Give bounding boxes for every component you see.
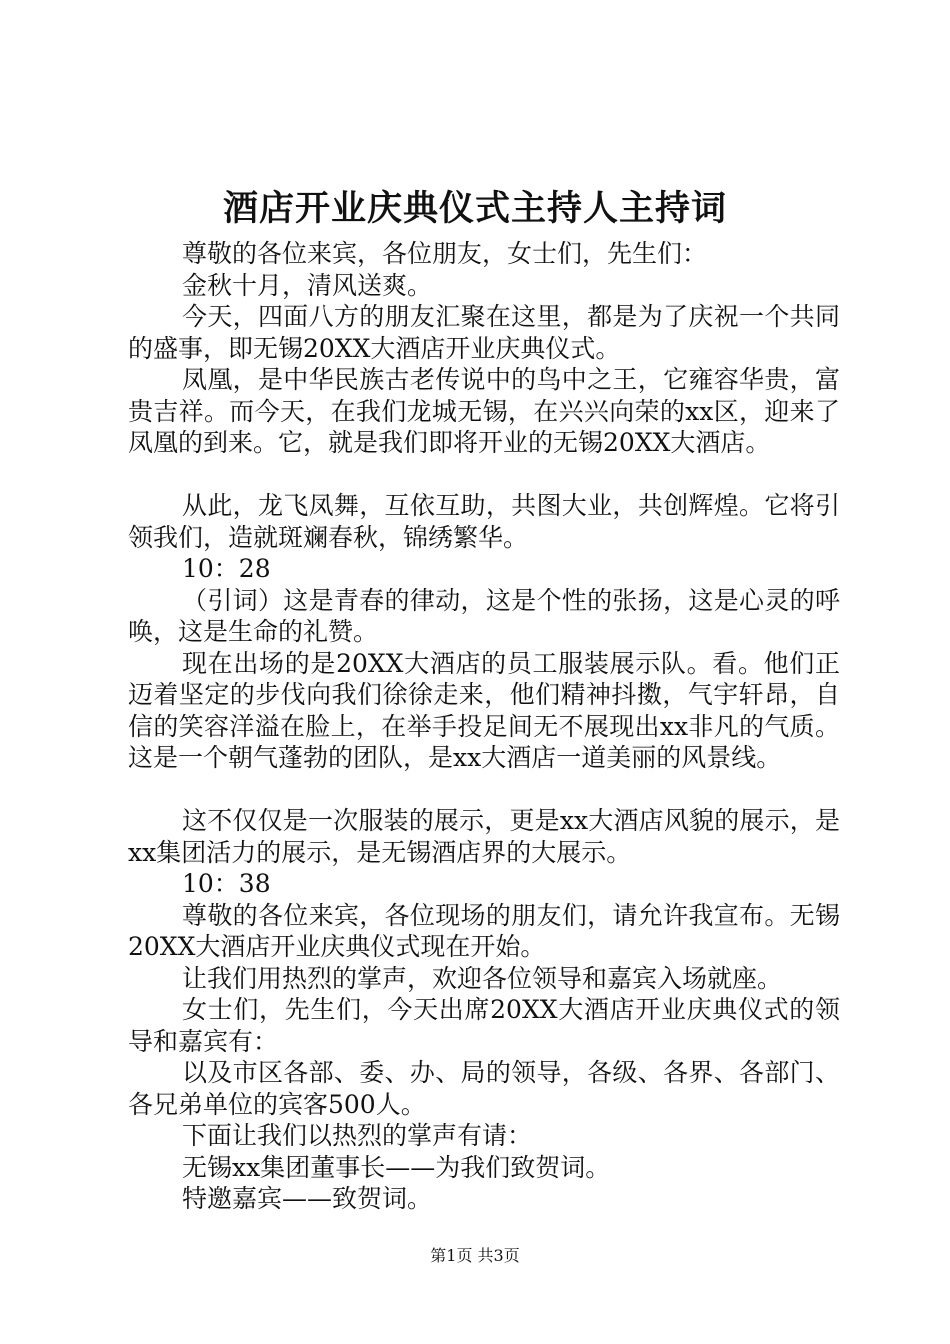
paragraph: 尊敬的各位来宾，各位现场的朋友们，请允许我宣布。无锡20XX大酒店开业庆典仪式现在开始。 <box>128 900 840 961</box>
document-title: 酒店开业庆典仪式主持人主持词 <box>222 188 727 229</box>
paragraph: 今天，四面八方的朋友汇聚在这里，都是为了庆祝一个共同的盛事，即无锡20XX大酒店开业庆典仪式。 <box>128 302 840 363</box>
paragraph: 让我们用热烈的掌声，欢迎各位领导和嘉宾入场就座。 <box>182 963 783 993</box>
document-body <box>128 238 840 1215</box>
timestamp: 10：28 <box>182 554 271 583</box>
paragraph: 无锡xx集团董事长——为我们致贺词。 <box>182 1152 611 1182</box>
paragraph: 尊敬的各位来宾，各位朋友，女士们，先生们： <box>182 239 708 268</box>
paragraph: 特邀嘉宾——致贺词。 <box>182 1184 433 1213</box>
paragraph: 这不仅仅是一次服装的展示，更是xx大酒店风貌的展示，是xx集团活力的展示，是无锡酒店界的大展示。 <box>128 806 840 867</box>
paragraph: 现在出场的是20XX大酒店的员工服装展示队。看。他们正迈着坚定的步伐向我们徐徐走来，他们精神抖擞，气宇轩昂，自信的笑容洋溢在脸上，在举手投足间无不展现出xx非凡的气质。这是一个朝气蓬勃的团队，是xx大酒店一道美丽的风景线。 <box>128 648 840 772</box>
paragraph: 从此，龙飞凤舞，互依互助，共图大业，共创辉煌。它将引领我们，造就斑斓春秋，锦绣繁华。 <box>128 491 840 552</box>
paragraph: 女士们，先生们，今天出席20XX大酒店开业庆典仪式的领导和嘉宾有： <box>128 995 840 1056</box>
paragraph: （引词）这是青春的律动，这是个性的张扬，这是心灵的呼唤，这是生命的礼赞。 <box>128 585 840 646</box>
paragraph: 金秋十月，清风送爽。 <box>182 270 433 300</box>
page-number-footer: 第1页 共3页 <box>430 1246 520 1265</box>
timestamp: 10：38 <box>182 869 271 898</box>
paragraph: 以及市区各部、委、办、局的领导，各级、各界、各部门、各兄弟单位的宾客500人。 <box>128 1058 840 1119</box>
paragraph: 下面让我们以热烈的掌声有请： <box>182 1121 533 1150</box>
paragraph: 凤凰，是中华民族古老传说中的鸟中之王，它雍容华贵，富贵吉祥。而今天，在我们龙城无锡，在兴兴向荣的xx区，迎来了凤凰的到来。它，就是我们即将开业的无锡20XX大酒店。 <box>128 365 840 457</box>
